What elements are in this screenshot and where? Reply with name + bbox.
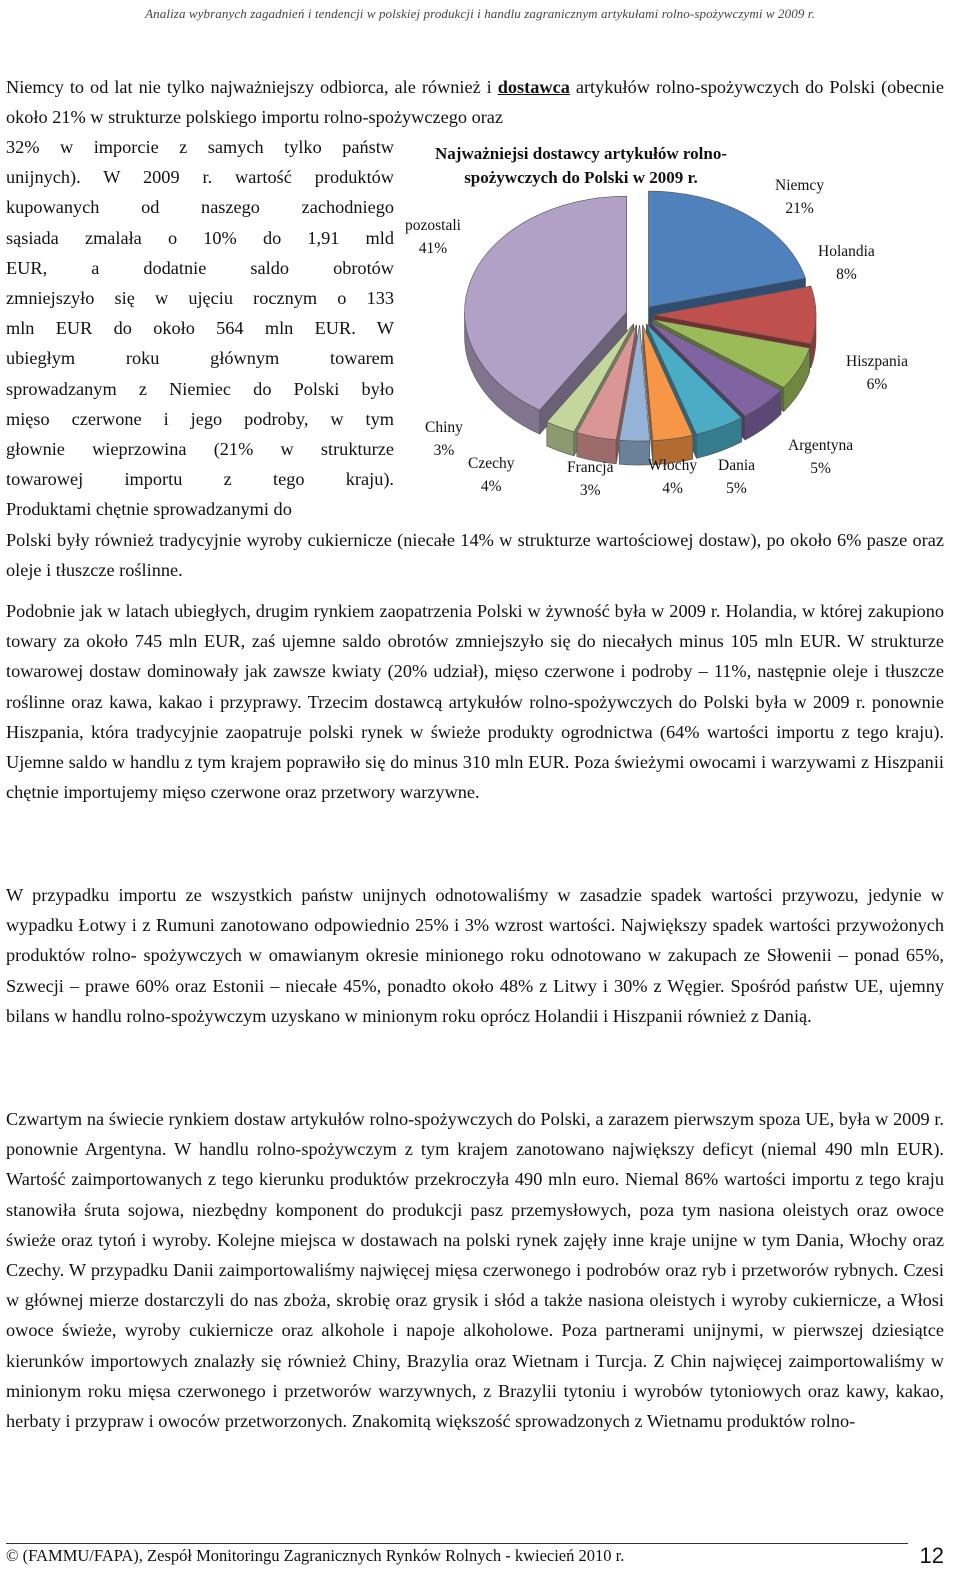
- paragraph-eu-imports: W przypadku importu ze wszystkich państw unijnych odnotowaliśmy w zasadzie spadek wartości przywozu, jedynie w wypadku Łotwy i z Rumuni zanotowano odpowiednio 25% i 3% wzrost wartości. Największy spadek wartości przywożonych produktów rolno- spożywczych w omawianym okresie minionego roku odnotowano w zakupach ze Słowenii – ponad 65%, Szwecji – prawe 60% oraz Estonii – niecałe 45%, ponadto około 48% z Litwy i 30% z Węgier. Spośród państw UE, ujemny bilans w handlu rolno-spożywczym uzyskano w minionym roku oprócz Holandii i Hiszpanii również z Danią.: [6, 885, 944, 1026]
- paragraph-line: towarowej importu z tego kraju).: [6, 469, 394, 490]
- keyword-dostawca: dostawca: [497, 77, 570, 97]
- paragraph-line: zmniejszyło się w ujęciu rocznym o 133: [6, 288, 394, 308]
- paragraph-germany-end: Polski były również tradycyjnie wyroby cukiernicze (niecałe 14% w strukturze wartościowej dostaw), po około 6% pasze oraz oleje i tłuszcze roślinne.: [6, 530, 944, 581]
- footer-rule: [6, 1543, 908, 1544]
- label-dania: Dania 5%: [718, 457, 756, 497]
- label-chiny: Chiny 3%: [425, 419, 463, 459]
- label-czechy: Czechy 4%: [468, 455, 515, 495]
- paragraph-line: ubiegłym roku głównym towarem: [6, 348, 394, 369]
- label-hiszpania: Hiszpania 6%: [846, 353, 908, 393]
- pie-slice-side-francja: [619, 440, 649, 465]
- paragraph-netherlands-spain: Podobnie jak w latach ubiegłych, drugim rynkiem zaopatrzenia Polski w żywność była w 2009 r. Holandia, w której zakupiono towary za około 745 mln EUR, zaś ujemne saldo obrotów zmniejszyło się do niecałych minus 105 mln EUR. W strukturze towarowej dostaw dominowały jak zawsze kwiaty (20% udział), mięso czerwone i podroby – 11%, następnie oleje i tłuszcze roślinne oraz kawa, kakao i przyprawy. Trzecim dostawcą artykułów rolno-spożywczych do Polski była w 2009 r. ponownie Hiszpania, która tradycyjnie zaopatruje polski rynek w świeże produkty ogrodnictwa (64% wartości importu z tego kraju). Ujemne saldo w handlu z tym krajem poprawiło się do minus 310 mln EUR. Poza świeżymi owocami i warzywami z Hiszpanii chętnie importujemy mięso czerwone oraz przetwory warzywne.: [6, 601, 944, 803]
- footer-text: © (FAMMU/FAPA), Zespół Monitoringu Zagranicznych Rynków Rolnych - kwiecień 2010 r.: [6, 1546, 625, 1565]
- paragraph-line: mln EUR do około 564 mln EUR. W: [6, 318, 394, 339]
- label-niemcy: Niemcy 21%: [775, 177, 825, 217]
- pie-chart: [400, 140, 950, 510]
- label-pozostali: pozostali 41%: [405, 217, 461, 257]
- chart-title-line-1: Najważniejsi dostawcy artykułów rolno-: [435, 144, 727, 163]
- paragraph-line: sąsiada zmalała o 10% do 1,91 mld: [6, 227, 394, 248]
- paragraph-line: sprowadzanym z Niemiec do Polski było: [6, 378, 394, 399]
- paragraph-line: EUR, a dodatnie saldo obrotów: [6, 257, 394, 278]
- label-francja: Francja 3%: [567, 459, 614, 499]
- paragraph-line: głownie wieprzowina (21% w strukturze: [6, 439, 394, 459]
- label-argentyna: Argentyna 5%: [788, 437, 854, 477]
- running-header: Analiza wybranych zagadnień i tendencji w polskiej produkcji i handlu zagranicznym artykułami rolno-spożywczymi w 2009 r.: [145, 6, 815, 21]
- p1-post: artykułów rolno-spożywczych do Polski (obecnie około 21% w strukturze polskiego importu rolno-spożywczego oraz: [6, 77, 945, 128]
- p1-pre: Niemcy to od lat nie tylko najważniejszy odbiorca, ale również i: [6, 77, 498, 97]
- label-wlochy: Włochy 4%: [648, 457, 698, 497]
- paragraph-argentina: Czwartym na świecie rynkiem dostaw artykułów rolno-spożywczych do Polski, a zarazem pierwszym spoza UE, była w 2009 r. ponownie Argentyna. W handlu rolno-spożywczym z tym krajem zanotowano największy deficyt (niemal 490 mln EUR). Wartość zaimportowanych z tego kierunku produktów przekroczyła 490 mln euro. Niemal 86% wartości importu z tego kraju stanowiła śruta sojowa, niezbędny komponent do produkcji pasz przemysłowych, poza tym nasiona oleistych oraz owoce świeże oraz tytoń i wyroby. Kolejne miejsca w dostawach na polski rynek zajęły inne kraje unijne w tym Dania, Włochy oraz Czechy. W przypadku Danii zaimportowaliśmy najwięcej mięsa czerwonego i podrobów oraz ryb i przetworów rybnych. Czesi w głównej mierze dostarczyli do nas zboża, skrobię oraz grysik i słód a także nasiona oleistych i wyroby cukiernicze, a Włosi owoce świeże, wyroby cukiernicze oraz alkohole i napoje alkoholowe. Poza partnerami unijnymi, w pierwszej dziesiątce kierunków importowych znalazły się również Chiny, Brazylia oraz Wietnam i Turcja. Z Chin najwięcej zaimportowaliśmy w minionym roku mięsa czerwonego i przetworów warzywnych, z Brazylii tytoniu i wyrobów tytoniowych oraz kawy, kakao, herbaty i przypraw i owoców przetworzonych. Znakomitą większość sprowadzonych z Wietnamu produktów rolno-: [6, 1109, 944, 1432]
- chart-title-line-2: spożywczych do Polski w 2009 r.: [464, 168, 698, 187]
- paragraph-line: unijnych). W 2009 r. wartość produktów: [6, 167, 394, 188]
- paragraph-line: kupowanych od naszego zachodniego: [6, 197, 394, 218]
- paragraph-germany-intro: [6, 72, 944, 132]
- paragraph-line: 32% w imporcie z samych tylko państw: [6, 137, 394, 157]
- label-holandia: Holandia 8%: [818, 243, 875, 283]
- paragraph-line: mięso czerwone i jego podroby, w tym: [6, 408, 394, 429]
- paragraph-line: Produktami chętnie sprowadzanymi do: [6, 499, 292, 520]
- page-number: 12: [919, 1543, 944, 1568]
